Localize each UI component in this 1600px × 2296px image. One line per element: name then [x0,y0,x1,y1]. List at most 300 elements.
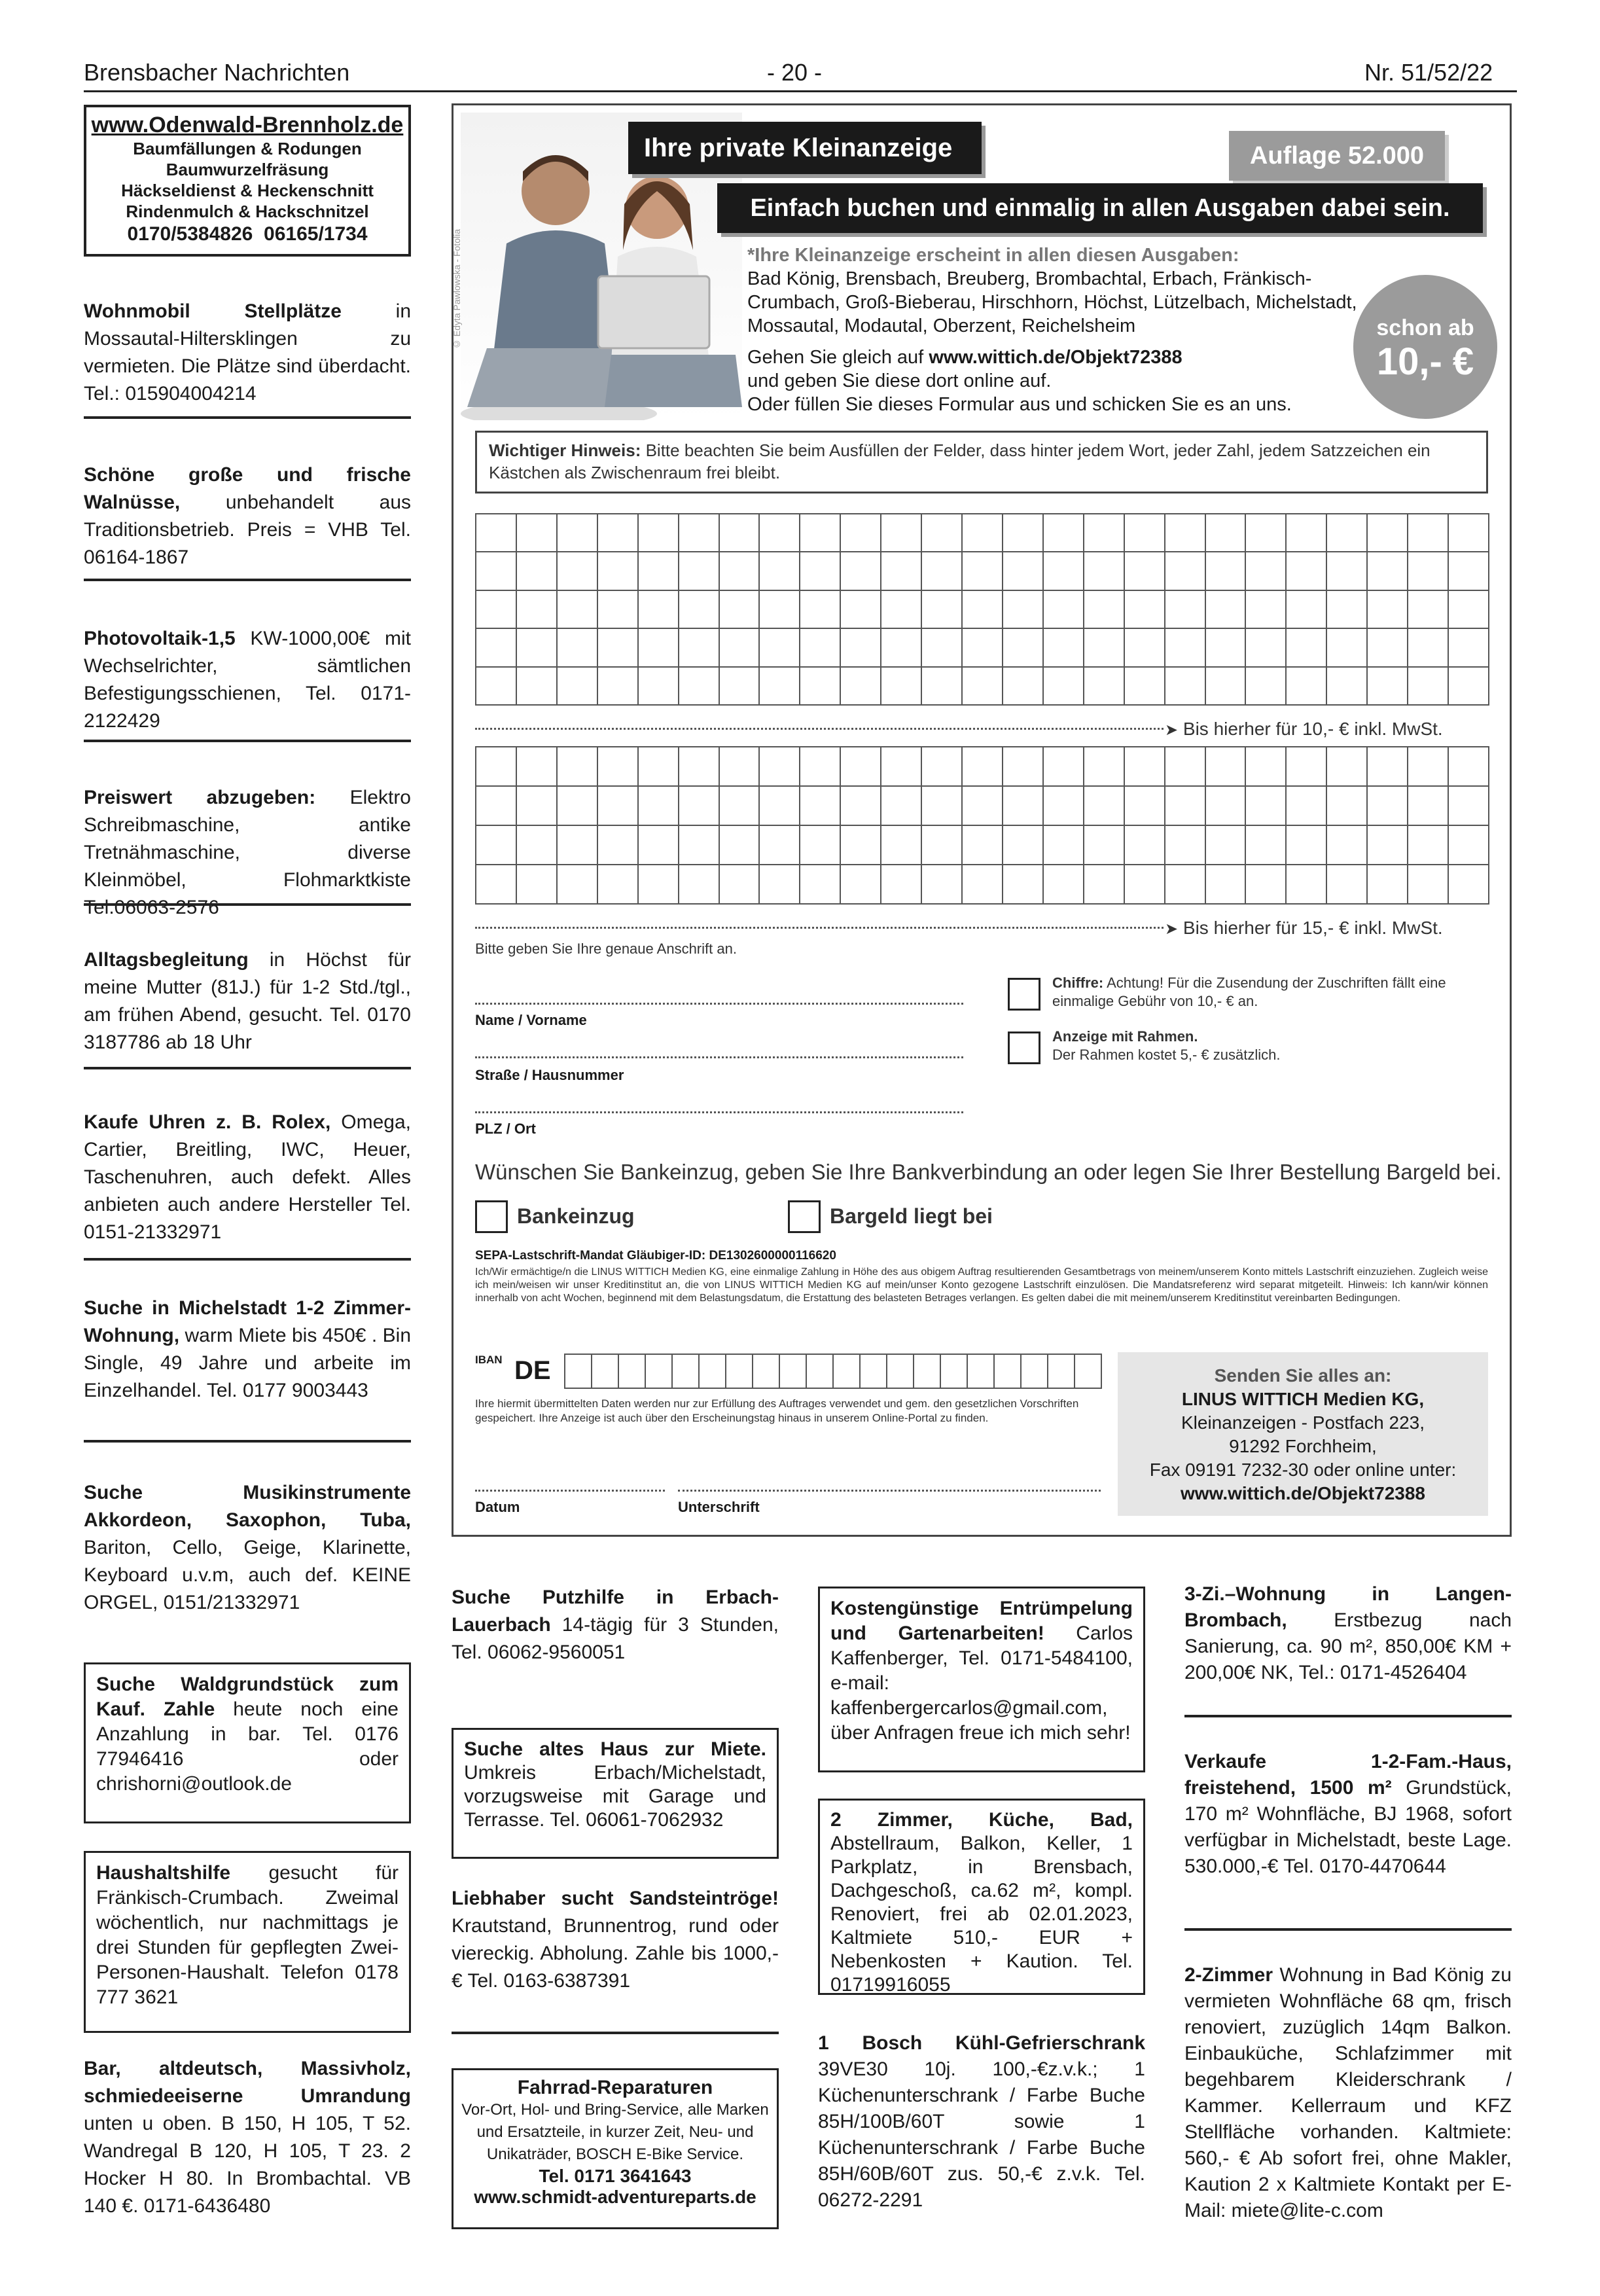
grid-cell[interactable] [1003,629,1044,667]
grid-cell[interactable] [1327,591,1368,629]
bike-phone: Tel. 0171 3641643 [539,2166,692,2186]
grid-cell[interactable] [1449,787,1489,826]
grid-cell[interactable] [1044,629,1084,667]
grid-cell[interactable] [881,629,922,667]
grid-cell[interactable] [517,668,558,706]
grid-cell[interactable] [963,629,1003,667]
bike-body: Vor-Ort, Hol- und Bring-Service, alle Marken und Ersatzteile, in kurzer Zeit, Neu- und Unikaträder, BOSCH E-Bike Service. [461,2101,769,2163]
grid-cell[interactable] [800,514,841,552]
grid-cell[interactable] [1165,787,1206,826]
bike-url[interactable]: www.schmidt-adventureparts.de [474,2187,756,2207]
grid-cell[interactable] [1287,514,1327,552]
classified-ad [1184,1749,1512,1880]
date-field[interactable] [475,1490,665,1492]
ad-body: Krautstand, Brunnentrog, rund oder viereckig. Abholung. Zahle bis 1000,-€ Tel. 0163-6387391 [452,1915,779,1992]
ad-body: gesucht für Fränkisch-Crumbach. Zweimal wöchentlich, nur nachmittags je drei Stunden für gepflegten Zwei-Personen-Haushalt. Telefon 0178 777 3621 [96,1862,399,2008]
grid-cell[interactable] [558,668,598,706]
grid-cell[interactable] [1003,826,1044,865]
grid-cell[interactable] [598,552,639,590]
grid-cell[interactable] [1287,668,1327,706]
grid-cell[interactable] [1368,787,1408,826]
grid-cell[interactable] [841,591,881,629]
city-label: PLZ / Ort [475,1121,536,1137]
grid-cell[interactable] [476,591,517,629]
grid-cell[interactable] [1206,552,1247,590]
grid-cell[interactable] [881,552,922,590]
grid-cell[interactable] [1287,787,1327,826]
grid-cell[interactable] [881,514,922,552]
grid-cell[interactable] [476,865,517,905]
grid-cell[interactable] [1327,668,1368,706]
grid-cell[interactable] [1287,552,1327,590]
grid-cell[interactable] [598,787,639,826]
grid-cell[interactable] [841,668,881,706]
grid-cell[interactable] [1044,826,1084,865]
grid-cell[interactable] [558,629,598,667]
frame-body: Der Rahmen kostet 5,- € zusätzlich. [1052,1047,1281,1063]
grid-cell[interactable] [1003,514,1044,552]
send-url[interactable]: www.wittich.de/Objekt72388 [1181,1483,1425,1503]
ad-separator [84,579,411,581]
ad-text-grid-10[interactable] [475,513,1489,706]
grid-cell[interactable] [841,629,881,667]
grid-cell[interactable] [1246,552,1287,590]
grid-cell[interactable] [922,629,963,667]
grid-cell[interactable] [517,552,558,590]
grid-cell[interactable] [476,552,517,590]
grid-cell[interactable] [841,747,881,787]
grid-cell[interactable] [1206,747,1247,787]
grid-cell[interactable] [1449,865,1489,905]
grid-cell[interactable] [1044,787,1084,826]
grid-cell[interactable] [1368,865,1408,905]
ad-body: in Höchst für meine Mutter (81J.) für 1-2 Std./tgl., am frühen Abend, gesucht. Tel. 0170 3187786 ab 18 Uhr [84,949,411,1053]
chiffre-text [1052,974,1471,1011]
grid-cell[interactable] [639,787,679,826]
grid-cell[interactable] [922,865,963,905]
grid-cell[interactable] [841,552,881,590]
grid-cell[interactable] [639,865,679,905]
boxed-ad [84,1662,411,1823]
grid-cell[interactable] [720,668,760,706]
grid-cell[interactable] [800,629,841,667]
grid-cell[interactable] [1408,552,1449,590]
grid-cell[interactable] [565,1355,592,1389]
grid-cell[interactable] [558,747,598,787]
grid-cell[interactable] [1246,747,1287,787]
grid-cell[interactable] [1206,826,1247,865]
arrow-right-icon: ➤ [1165,920,1179,938]
grid-cell[interactable] [1408,826,1449,865]
grid-cell[interactable] [881,787,922,826]
or-form-text: Oder füllen Sie dieses Formular aus und schicken Sie es an uns. [747,394,1292,415]
grid-cell[interactable] [922,552,963,590]
grid-cell[interactable] [841,865,881,905]
grid-cell[interactable] [1125,668,1165,706]
grid-cell[interactable] [1003,787,1044,826]
grid-cell[interactable] [1368,591,1408,629]
grid-cell[interactable] [968,1355,995,1389]
grid-cell[interactable] [1206,514,1247,552]
grid-cell[interactable] [1246,591,1287,629]
grid-cell[interactable] [592,1355,619,1389]
grid-cell[interactable] [963,787,1003,826]
limit-label-10 [1165,719,1443,740]
grid-cell[interactable] [760,552,800,590]
grid-cell[interactable] [1165,514,1206,552]
grid-cell[interactable] [1044,552,1084,590]
grid-cell[interactable] [1327,514,1368,552]
grid-cell[interactable] [1368,668,1408,706]
ad-body: Elektro Schreibmaschine, antike Tretnähmaschine, diverse Kleinmöbel, Flohmarktkiste Tel.06063-2576 [84,787,411,918]
grid-cell[interactable] [1044,591,1084,629]
grid-cell[interactable] [963,747,1003,787]
grid-cell[interactable] [922,826,963,865]
grid-cell[interactable] [1125,552,1165,590]
grid-cell[interactable] [679,826,720,865]
grid-cell[interactable] [800,668,841,706]
grid-cell[interactable] [1084,787,1125,826]
grid-cell[interactable] [1327,552,1368,590]
grid-cell[interactable] [963,552,1003,590]
grid-cell[interactable] [517,514,558,552]
grid-cell[interactable] [517,629,558,667]
grid-cell[interactable] [1246,787,1287,826]
notice-head: Wichtiger Hinweis: [489,440,641,460]
grid-cell[interactable] [1084,514,1125,552]
grid-cell[interactable] [1368,826,1408,865]
grid-cell[interactable] [881,747,922,787]
grid-cell[interactable] [760,747,800,787]
ad-body: Grundstück, 170 m² Wohnfläche, BJ 1968, sofort verfügbar in Michelstadt, beste Lage. 530.000,-€ Tel. 0170-4470644 [1184,1777,1512,1877]
grid-cell[interactable] [1084,591,1125,629]
grid-cell[interactable] [1125,514,1165,552]
grid-cell[interactable] [1003,668,1044,706]
grid-cell[interactable] [1003,552,1044,590]
grid-cell[interactable] [679,865,720,905]
grid-cell[interactable] [1246,629,1287,667]
grid-cell[interactable] [720,747,760,787]
grid-cell[interactable] [760,826,800,865]
grid-cell[interactable] [1449,629,1489,667]
grid-cell[interactable] [1246,865,1287,905]
grid-cell[interactable] [1125,865,1165,905]
grid-cell[interactable] [720,552,760,590]
grid-cell[interactable] [1165,629,1206,667]
grid-cell[interactable] [598,826,639,865]
grid-cell[interactable] [1125,787,1165,826]
grid-cell[interactable] [760,591,800,629]
grid-cell[interactable] [558,826,598,865]
send-line: Fax 09191 7232-30 oder online unter: [1149,1460,1457,1480]
grid-cell[interactable] [720,514,760,552]
grid-cell[interactable] [800,826,841,865]
ad-body: Erstbezug nach Sanierung, ca. 90 m², 850,00€ KM + 200,00€ NK, Tel.: 0171-4526404 [1184,1609,1512,1683]
grid-cell[interactable] [639,514,679,552]
grid-cell[interactable] [1408,514,1449,552]
grid-cell[interactable] [760,629,800,667]
grid-cell[interactable] [1206,629,1247,667]
grid-cell[interactable] [800,865,841,905]
grid-cell[interactable] [1408,629,1449,667]
publication-title: Brensbacher Nachrichten [84,59,350,86]
grid-cell[interactable] [1368,747,1408,787]
grid-cell[interactable] [558,591,598,629]
grid-cell[interactable] [1327,826,1368,865]
grid-cell[interactable] [558,552,598,590]
ad-separator [1184,1715,1512,1717]
grid-cell[interactable] [673,1355,700,1389]
grid-cell[interactable] [1449,514,1489,552]
grid-cell[interactable] [963,826,1003,865]
grid-cell[interactable] [679,668,720,706]
grid-cell[interactable] [700,1355,726,1389]
grid-cell[interactable] [1327,787,1368,826]
grid-cell[interactable] [679,514,720,552]
grid-cell[interactable] [1287,826,1327,865]
grid-cell[interactable] [1408,668,1449,706]
grid-cell[interactable] [760,668,800,706]
grid-cell[interactable] [679,747,720,787]
grid-cell[interactable] [1165,552,1206,590]
grid-cell[interactable] [922,747,963,787]
grid-cell[interactable] [1408,591,1449,629]
limit-line [475,728,1164,730]
grid-cell[interactable] [720,591,760,629]
grid-cell[interactable] [1327,629,1368,667]
grid-cell[interactable] [963,865,1003,905]
grid-cell[interactable] [1165,865,1206,905]
grid-cell[interactable] [1084,826,1125,865]
grid-cell[interactable] [517,591,558,629]
grid-cell[interactable] [760,514,800,552]
grid-cell[interactable] [720,787,760,826]
grid-cell[interactable] [1327,865,1368,905]
grid-cell[interactable] [807,1355,834,1389]
ad-head: Suche Waldgrundstück zum Kauf. Zahle [96,1674,399,1720]
ad-body: Carlos Kaffenberger, Tel. 0171-5484100, e-mail: kaffenbergercarlos@gmail.com, über Anfragen freue ich mich sehr! [830,1623,1133,1744]
grid-cell[interactable] [887,1355,914,1389]
classified-ad [84,625,411,735]
grid-cell[interactable] [1044,514,1084,552]
grid-cell[interactable] [517,747,558,787]
grid-cell[interactable] [1125,591,1165,629]
ad-head: 2-Zimmer [1184,1964,1273,1986]
grid-cell[interactable] [760,787,800,826]
grid-cell[interactable] [598,668,639,706]
send-company: LINUS WITTICH Medien KG, [1181,1389,1425,1409]
grid-cell[interactable] [1084,865,1125,905]
grid-cell[interactable] [1287,865,1327,905]
grid-cell[interactable] [922,668,963,706]
frame-checkbox[interactable] [1008,1031,1040,1064]
grid-cell[interactable] [1368,629,1408,667]
iban-input[interactable] [564,1354,1102,1389]
grid-cell[interactable] [679,591,720,629]
grid-cell[interactable] [1125,629,1165,667]
grid-cell[interactable] [598,629,639,667]
grid-cell[interactable] [1044,865,1084,905]
grid-cell[interactable] [639,747,679,787]
grid-cell[interactable] [1003,747,1044,787]
grid-cell[interactable] [1408,787,1449,826]
grid-cell[interactable] [881,865,922,905]
cash-checkbox[interactable] [788,1200,821,1233]
grid-cell[interactable] [639,668,679,706]
grid-cell[interactable] [1044,747,1084,787]
grid-cell[interactable] [619,1355,646,1389]
grid-cell[interactable] [1449,591,1489,629]
ad-head: Schöne große und frische Walnüsse, [84,464,411,513]
grid-cell[interactable] [679,552,720,590]
ad-body: Omega, Cartier, Breitling, IWC, Heuer, Taschenuhren, auch defekt. Alles anbieten auch andere Hersteller Tel. 0151-21332971 [84,1111,411,1243]
frame-text [1052,1028,1471,1064]
grid-cell[interactable] [1408,865,1449,905]
grid-cell[interactable] [800,787,841,826]
grid-cell[interactable] [1287,747,1327,787]
ad-separator [1184,1928,1512,1931]
grid-cell[interactable] [1048,1355,1075,1389]
grid-cell[interactable] [1246,514,1287,552]
bank-question: Wünschen Sie Bankeinzug, geben Sie Ihre Bankverbindung an oder legen Sie Ihrer Bestellung Bargeld bei. [475,1160,1502,1184]
grid-cell[interactable] [922,787,963,826]
grid-cell[interactable] [760,865,800,905]
grid-cell[interactable] [800,747,841,787]
grid-cell[interactable] [841,787,881,826]
grid-cell[interactable] [598,591,639,629]
street-field[interactable] [475,1056,963,1058]
grid-cell[interactable] [1165,747,1206,787]
grid-cell[interactable] [517,865,558,905]
grid-cell[interactable] [476,787,517,826]
limit-label-15 [1165,918,1443,939]
grid-cell[interactable] [800,552,841,590]
grid-cell[interactable] [646,1355,673,1389]
ad-text-grid-15[interactable] [475,746,1489,905]
grid-cell[interactable] [476,826,517,865]
name-field[interactable] [475,1003,963,1005]
grid-cell[interactable] [639,629,679,667]
grid-cell[interactable] [1003,865,1044,905]
grid-cell[interactable] [753,1355,780,1389]
grid-cell[interactable] [800,591,841,629]
grid-cell[interactable] [1408,747,1449,787]
grid-cell[interactable] [558,787,598,826]
grid-cell[interactable] [476,629,517,667]
grid-cell[interactable] [639,552,679,590]
grid-cell[interactable] [598,865,639,905]
grid-cell[interactable] [558,865,598,905]
grid-cell[interactable] [1022,1355,1048,1389]
grid-cell[interactable] [1206,591,1247,629]
grid-cell[interactable] [1125,826,1165,865]
grid-cell[interactable] [1003,591,1044,629]
firewood-line: Rindenmulch & Hackschnitzel [126,202,369,221]
grid-cell[interactable] [1206,865,1247,905]
grid-cell[interactable] [1449,826,1489,865]
grid-cell[interactable] [1075,1355,1102,1389]
grid-cell[interactable] [639,591,679,629]
grid-cell[interactable] [922,514,963,552]
price-value: 10,- € [1376,340,1474,383]
grid-cell[interactable] [780,1355,807,1389]
grid-cell[interactable] [639,826,679,865]
classified-ad [452,1584,779,1666]
grid-cell[interactable] [963,514,1003,552]
grid-cell[interactable] [841,514,881,552]
grid-cell[interactable] [861,1355,887,1389]
grid-cell[interactable] [679,629,720,667]
grid-cell[interactable] [476,747,517,787]
grid-cell[interactable] [1287,591,1327,629]
grid-cell[interactable] [914,1355,941,1389]
grid-cell[interactable] [1206,787,1247,826]
grid-cell[interactable] [1125,747,1165,787]
name-label: Name / Vorname [475,1012,587,1028]
grid-cell[interactable] [841,826,881,865]
grid-cell[interactable] [941,1355,968,1389]
ad-separator [84,1067,411,1069]
grid-cell[interactable] [881,826,922,865]
classified-ad [84,298,411,408]
signature-field[interactable] [678,1490,1101,1492]
grid-cell[interactable] [1246,668,1287,706]
grid-cell[interactable] [881,668,922,706]
grid-cell[interactable] [1084,629,1125,667]
bank-debit-checkbox[interactable] [475,1200,508,1233]
city-field[interactable] [475,1111,963,1113]
grid-cell[interactable] [1084,552,1125,590]
grid-cell[interactable] [517,826,558,865]
grid-cell[interactable] [1368,552,1408,590]
grid-cell[interactable] [1084,668,1125,706]
grid-cell[interactable] [995,1355,1022,1389]
grid-cell[interactable] [1368,514,1408,552]
grid-cell[interactable] [834,1355,861,1389]
grid-cell[interactable] [1449,747,1489,787]
grid-cell[interactable] [963,591,1003,629]
grid-cell[interactable] [726,1355,753,1389]
grid-cell[interactable] [1449,552,1489,590]
grid-cell[interactable] [1449,668,1489,706]
grid-cell[interactable] [720,865,760,905]
grid-cell[interactable] [1165,668,1206,706]
grid-cell[interactable] [476,668,517,706]
grid-cell[interactable] [1246,826,1287,865]
grid-cell[interactable] [1206,668,1247,706]
grid-cell[interactable] [476,514,517,552]
chiffre-checkbox[interactable] [1008,978,1040,1011]
grid-cell[interactable] [679,787,720,826]
grid-cell[interactable] [881,591,922,629]
grid-cell[interactable] [558,514,598,552]
grid-cell[interactable] [1327,747,1368,787]
grid-cell[interactable] [1287,629,1327,667]
online-url[interactable]: www.wittich.de/Objekt72388 [929,347,1182,368]
grid-cell[interactable] [517,787,558,826]
grid-cell[interactable] [1044,668,1084,706]
grid-cell[interactable] [1165,591,1206,629]
grid-cell[interactable] [598,514,639,552]
firewood-url[interactable]: www.Odenwald-Brennholz.de [91,113,404,137]
grid-cell[interactable] [1165,826,1206,865]
grid-cell[interactable] [963,668,1003,706]
grid-cell[interactable] [922,591,963,629]
grid-cell[interactable] [1084,747,1125,787]
grid-cell[interactable] [720,629,760,667]
grid-cell[interactable] [598,747,639,787]
grid-cell[interactable] [720,826,760,865]
